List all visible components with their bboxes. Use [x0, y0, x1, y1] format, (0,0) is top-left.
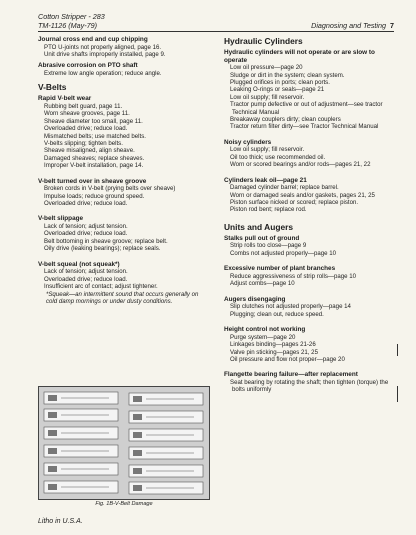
remedy-item: Seat bearing by rotating the shaft; then tighten (torque) the bolts uniformly [230, 378, 389, 394]
remedy-item: Low oil supply; fill reservoir. [230, 93, 305, 101]
problem-heading: V-belt slippage [38, 215, 84, 223]
right-column [224, 36, 392, 394]
running-header-right [311, 21, 394, 30]
remedy-item: Low oil supply; fill reservoir. [230, 146, 305, 154]
problem-heading: Flangette bearing failure—after replacement [224, 371, 358, 379]
remedy-item: Worn sheave grooves, page 11. [44, 110, 130, 118]
problem-heading: Hydraulic cylinders will not operate or are slow to operate [224, 49, 375, 64]
remedy-item: Plugged orifices in ports; clean ports. [230, 79, 330, 86]
remedy-item: Lack of tension; adjust tension. [44, 268, 128, 276]
section-heading-vbelts: V-Belts [38, 82, 67, 93]
remedy-item: Unit drive shafts improperly installed, page 9. [44, 51, 166, 58]
remedy-item: Damaged cylinder barrel; replace barrel. [230, 184, 339, 192]
remedy-item: Tractor return filter dirty—see Tractor Technical Manual [230, 123, 379, 131]
problem-heading: Stalks pull out of ground [224, 234, 300, 242]
vbelt-damage-photo [39, 387, 209, 499]
remedy-item: Worn or scored bearings and/or rods—pages 21, 22 [230, 161, 371, 169]
section-title: Diagnosing and Testing [311, 21, 386, 30]
problem-heading: V-belt squeal (not squeak*) [38, 260, 120, 268]
remedy-item: Linkages binding—pages 21-26 [230, 341, 316, 349]
revision-bar [397, 386, 398, 402]
figure-caption: Fig. 1B-V-Belt Damage [95, 501, 153, 507]
remedy-item: Leaking O-rings or seals—page 21 [230, 86, 325, 94]
section-heading-hydraulic: Hydraulic Cylinders [224, 36, 303, 46]
remedy-item: Belt bottoming in sheave groove; replace belt. [44, 237, 168, 245]
remedy-item: Lack of tension; adjust tension. [44, 223, 128, 231]
remedy-item: Oil too thick; use recommended oil. [230, 153, 326, 161]
revision-bar [397, 344, 398, 356]
header-rule [38, 31, 394, 32]
remedy-item: Extreme low angle operation; reduce angle. [44, 70, 162, 77]
remedy-item: Purge system—page 20 [230, 333, 296, 341]
remedy-item: Insufficient arc of contact; adjust tightener. [44, 283, 158, 291]
section-heading-units: Units and Augers [224, 221, 294, 232]
remedy-item: Sludge or dirt in the system; clean system. [230, 71, 345, 79]
problem-heading: Cylinders leak oil—page 21 [224, 176, 307, 184]
running-header-left [38, 12, 105, 30]
problem-heading: Excessive number of plant branches [224, 265, 336, 273]
remedy-item: Combs not adjusted properly—page 10 [230, 249, 337, 257]
manual-number: TM-1126 (May-79) [38, 21, 97, 30]
problem-heading: V-belt turned over in sheave groove [38, 177, 147, 185]
remedy-item: Worn or damaged seals and/or gaskets, pages 21, 25 [230, 191, 375, 199]
remedy-item: Broken cords in V-belt (prying belts over sheave) [44, 185, 176, 193]
left-column [38, 36, 210, 305]
remedy-item: V-belts slipping; tighten belts. [44, 140, 123, 148]
page-number: 7 [390, 21, 394, 30]
manual-title: Cotton Stripper - 283 [38, 12, 105, 21]
problem-heading: Noisy cylinders [224, 138, 272, 146]
remedy-item: Piston rod bent; replace rod. [230, 206, 307, 214]
remedy-item: Overloaded drive; reduce load. [44, 230, 128, 238]
remedy-item: Low oil pressure—page 20 [230, 64, 303, 72]
remedy-item: PTO U-joints not properly aligned, page 16. [44, 43, 162, 51]
problem-heading: Journal cross end and cup chipping [38, 36, 148, 43]
remedy-item: Plugging; clean out, reduce speed. [230, 310, 324, 318]
remedy-item: Reduce aggressiveness of strip rolls—page 10 [230, 272, 357, 280]
remedy-item: Rubbing belt guard, page 11. [44, 103, 123, 110]
remedy-item: Damaged sheaves; replace sheaves. [44, 154, 145, 162]
remedy-item: Valve pin sticking—pages 21, 25 [230, 348, 318, 356]
problem-heading: Abrasive corrosion on PTO shaft [38, 62, 138, 70]
remedy-item: Overloaded drive; reduce load. [44, 275, 128, 283]
remedy-item: Overloaded drive; reduce load. [44, 125, 128, 133]
remedy-item: Improper V-belt installation, page 14. [44, 162, 144, 170]
remedy-item: Tractor pump defective or out of adjustment—see tractor Technical Manual [230, 101, 383, 116]
remedy-item: Oil pressure and flow not proper—page 20 [230, 355, 345, 363]
remedy-item: Strip rolls too close—page 9 [230, 242, 307, 250]
remedy-item: Adjust combs—page 10 [230, 280, 295, 288]
remedy-item: Overloaded drive; reduce load. [44, 200, 128, 208]
remedy-item: Sheave diameter too small, page 11. [44, 117, 143, 125]
vbelt-damage-figure [38, 386, 210, 500]
remedy-item: Sheave misaligned, align sheave. [44, 147, 135, 155]
problem-heading: Height control not working [224, 326, 306, 334]
remedy-item: Slip clutches not adjusted properly—page 14 [230, 303, 351, 311]
remedy-item: Piston surface nicked or scored; replace piston. [230, 199, 359, 207]
remedy-item: Mismatched belts; use matched belts. [44, 132, 146, 140]
problem-heading: Augers disengaging [224, 295, 286, 303]
footer-litho: Litho in U.S.A. [38, 518, 83, 525]
remedy-item: Impulse loads; reduce ground speed. [44, 192, 145, 200]
problem-heading: Rapid V-belt wear [38, 95, 92, 103]
remedy-item: Breakaway couplers dirty; clean couplers [230, 116, 341, 124]
squeak-footnote: *Squeak—an intermittent sound that occurs generally on cold damp mornings or under dusty conditions. [46, 290, 199, 305]
remedy-item: Oily drive (leaking bearings); replace seals. [44, 245, 161, 253]
